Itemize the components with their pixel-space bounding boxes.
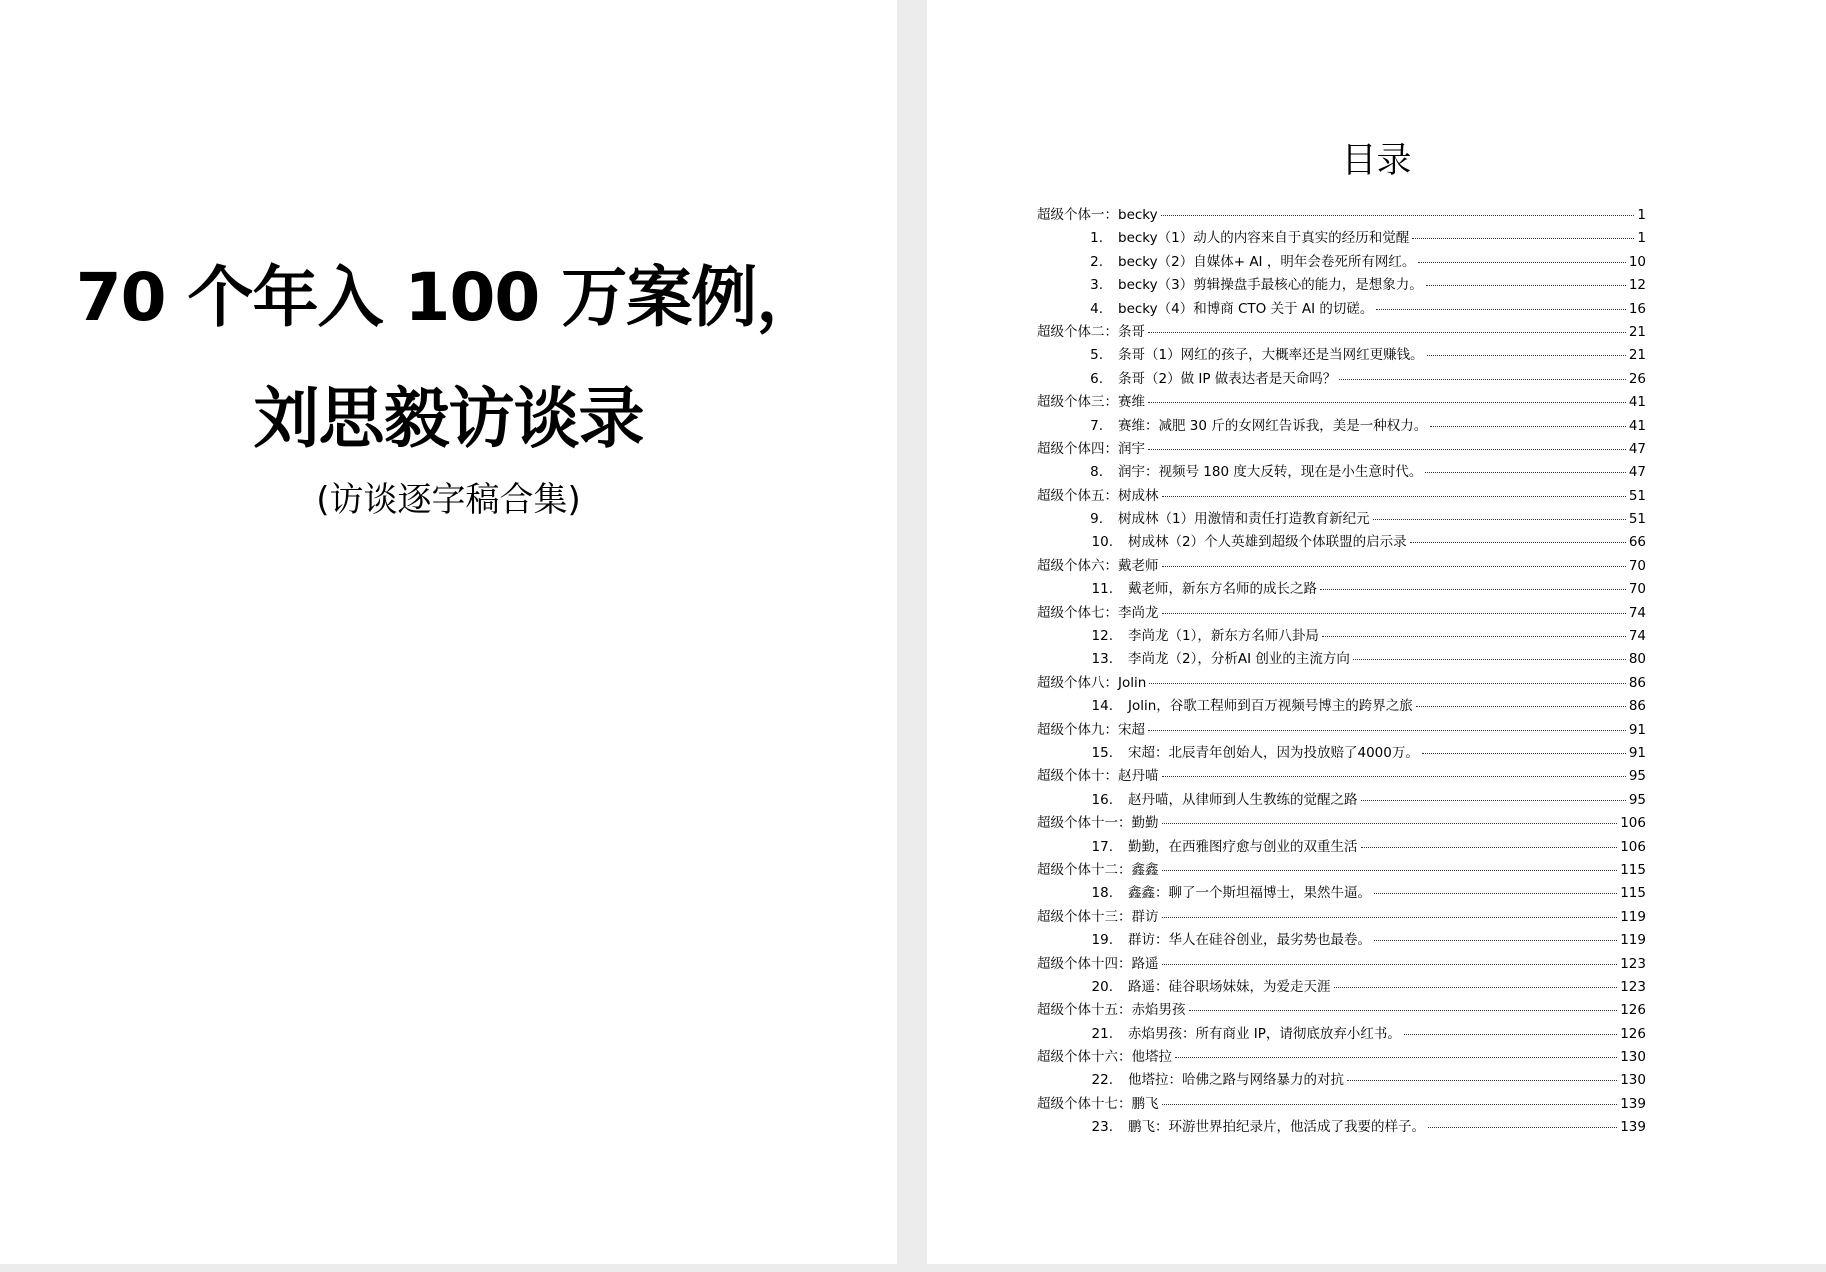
toc-chapter-entry[interactable] (1037, 1022, 1646, 1045)
toc-entry-number: 7. (1090, 417, 1103, 434)
toc-section-entry[interactable] (1037, 998, 1646, 1021)
toc-entry-title: 树成林（2）个人英雄到超级个体联盟的启示录 (1128, 534, 1407, 551)
toc-page-number: 126 (1620, 1002, 1646, 1019)
toc-entry-title: 超级个体十六：他塔拉 (1037, 1049, 1172, 1066)
toc-section-entry[interactable] (1037, 1092, 1646, 1115)
toc-entry-title: 鹏飞：环游世界拍纪录片，他活成了我要的样子。 (1128, 1119, 1425, 1136)
toc-entry-title: 勤勤，在西雅图疗愈与创业的双重生活 (1128, 838, 1358, 855)
toc-entry-title: Jolin，谷歌工程师到百万视频号博主的跨界之旅 (1128, 698, 1413, 715)
toc-page-number: 51 (1628, 511, 1646, 528)
toc-page-number: 12 (1628, 277, 1646, 294)
toc-entry-title: 超级个体十：赵丹喵 (1037, 768, 1159, 785)
toc-page-number: 95 (1628, 768, 1646, 785)
toc-chapter-entry[interactable] (1037, 741, 1646, 764)
toc-chapter-entry[interactable] (1037, 226, 1646, 249)
toc-section-entry[interactable] (1037, 718, 1646, 741)
toc-chapter-entry[interactable] (1037, 1068, 1646, 1091)
toc-page-number: 119 (1620, 908, 1646, 925)
toc-entry-number: 23. (1091, 1119, 1113, 1136)
toc-page-number: 115 (1620, 885, 1646, 902)
toc-entry-number: 9. (1090, 511, 1103, 528)
toc-chapter-entry[interactable] (1037, 297, 1646, 320)
toc-entry-title: 赵丹喵，从律师到人生教练的觉醒之路 (1128, 791, 1358, 808)
toc-section-entry[interactable] (1037, 764, 1646, 787)
toc-entry-title: 鑫鑫：聊了一个斯坦福博士，果然牛逼。 (1128, 885, 1371, 902)
toc-dot-leader (1374, 893, 1617, 894)
toc-entry-number: 4. (1090, 300, 1103, 317)
toc-section-entry[interactable] (1037, 858, 1646, 881)
toc-dot-leader (1339, 379, 1626, 380)
toc-chapter-entry[interactable] (1037, 250, 1646, 273)
cover-subtitle: (访谈逐字稿合集) (316, 480, 581, 520)
toc-dot-leader (1353, 659, 1626, 660)
toc-dot-leader (1361, 847, 1618, 848)
toc-entry-number: 8. (1090, 464, 1103, 481)
toc-heading: 目录 (1341, 141, 1412, 181)
toc-entry-number: 20. (1091, 978, 1113, 995)
toc-entry-title: 超级个体十三：群访 (1037, 908, 1159, 925)
toc-page-number: 1 (1637, 207, 1646, 223)
toc-dot-leader (1347, 1080, 1617, 1081)
toc-dot-leader (1361, 800, 1626, 801)
toc-section-entry[interactable] (1037, 554, 1646, 577)
toc-entry-title: 超级个体十一：勤勤 (1037, 815, 1159, 832)
toc-dot-leader (1404, 1034, 1617, 1035)
toc-dot-leader (1162, 964, 1618, 965)
toc-entry-title: 李尚龙（1），新东方名师八卦局 (1128, 628, 1319, 645)
toc-entry-number: 13. (1091, 651, 1113, 668)
toc-section-entry[interactable] (1037, 484, 1646, 507)
toc-dot-leader (1162, 1104, 1618, 1105)
toc-entry-title: 超级个体六：戴老师 (1037, 557, 1159, 574)
toc-entry-number: 3. (1090, 277, 1103, 294)
toc-dot-leader (1428, 1127, 1617, 1128)
toc-page-number: 139 (1620, 1095, 1646, 1112)
toc-page-number: 41 (1628, 417, 1646, 434)
toc-entry-number: 5. (1090, 347, 1103, 364)
toc-page-number: 66 (1628, 534, 1646, 551)
toc-dot-leader (1334, 987, 1618, 988)
toc-dot-leader (1427, 355, 1626, 356)
toc-entry-number: 21. (1091, 1025, 1113, 1042)
toc-dot-leader (1426, 285, 1626, 286)
toc-dot-leader (1162, 613, 1626, 614)
toc-entry-title: 超级个体三：赛维 (1037, 394, 1145, 411)
toc-entry-title: 润宇：视频号 180 度大反转，现在是小生意时代。 (1118, 464, 1423, 481)
toc-entry-title: 赛维：减肥 30 斤的女网红告诉我，美是一种权力。 (1118, 417, 1428, 434)
toc-page-number: 86 (1628, 674, 1646, 691)
toc-page-number: 106 (1620, 815, 1646, 832)
toc-page-number: 47 (1628, 440, 1646, 457)
toc-chapter-entry[interactable] (1037, 1115, 1646, 1138)
toc-page-number: 21 (1628, 347, 1646, 364)
toc-chapter-entry[interactable] (1037, 507, 1646, 530)
toc-section-entry[interactable] (1037, 390, 1646, 413)
toc-dot-leader (1418, 262, 1625, 263)
toc-entry-title: 超级个体五：树成林 (1037, 487, 1159, 504)
toc-entry-number: 17. (1091, 838, 1113, 855)
toc-chapter-entry[interactable] (1037, 694, 1646, 717)
toc-section-entry[interactable] (1037, 952, 1646, 975)
toc-page-number: 91 (1628, 721, 1646, 738)
toc-entry-title: 群访：华人在硅谷创业，最劣势也最卷。 (1128, 932, 1371, 949)
toc-chapter-entry[interactable] (1037, 975, 1646, 998)
toc-page-number: 41 (1628, 394, 1646, 411)
toc-section-entry[interactable] (1037, 905, 1646, 928)
toc-dot-leader (1162, 776, 1626, 777)
toc-entry-number: 15. (1091, 744, 1113, 761)
toc-dot-leader (1162, 870, 1618, 871)
toc-entry-title: 条哥（1）网红的孩子，大概率还是当网红更赚钱。 (1118, 347, 1424, 364)
toc-page-number: 115 (1620, 861, 1646, 878)
toc-entry-number: 22. (1091, 1072, 1113, 1089)
toc-chapter-entry[interactable] (1037, 835, 1646, 858)
toc-entry-number: 1. (1090, 230, 1103, 247)
toc-chapter-entry[interactable] (1037, 881, 1646, 904)
toc-page-number: 80 (1628, 651, 1646, 668)
cover-title-line-2: 刘思毅访谈录 (253, 380, 644, 457)
toc-chapter-entry[interactable] (1037, 414, 1646, 437)
toc-entry-title: becky（3）剪辑操盘手最核心的能力，是想象力。 (1118, 277, 1423, 294)
toc-entry-number: 6. (1090, 370, 1103, 387)
toc-page-number: 86 (1628, 698, 1646, 715)
toc-page-number: 51 (1628, 487, 1646, 504)
toc-page-number: 119 (1620, 932, 1646, 949)
toc-page-number: 47 (1628, 464, 1646, 481)
toc-dot-leader (1148, 730, 1626, 731)
toc-page-number: 126 (1620, 1025, 1646, 1042)
toc-entry-title: 戴老师，新东方名师的成长之路 (1128, 581, 1317, 598)
cover-page (0, 0, 897, 1264)
toc-section-entry[interactable] (1037, 320, 1646, 343)
toc-page-number: 70 (1628, 557, 1646, 574)
toc-chapter-entry[interactable] (1037, 928, 1646, 951)
toc-chapter-entry[interactable] (1037, 343, 1646, 366)
toc-entry-title: becky（2）自媒体+ AI ，明年会卷死所有网红。 (1118, 253, 1416, 270)
toc-entry-title: becky（4）和博商 CTO 关于 AI 的切磋。 (1118, 300, 1374, 317)
toc-entry-number: 19. (1091, 932, 1113, 949)
toc-dot-leader (1162, 496, 1626, 497)
toc-entry-number: 18. (1091, 885, 1113, 902)
toc-page-number: 106 (1620, 838, 1646, 855)
toc-dot-leader (1149, 683, 1626, 684)
toc-entry-title: 宋超：北辰青年创始人，因为投放赔了4000万。 (1128, 744, 1419, 761)
toc-dot-leader (1148, 332, 1626, 333)
toc-entry-number: 2. (1090, 253, 1103, 270)
toc-section-entry[interactable] (1037, 437, 1646, 460)
toc-chapter-entry[interactable] (1037, 647, 1646, 670)
toc-dot-leader (1373, 519, 1626, 520)
toc-dot-leader (1162, 823, 1618, 824)
toc-page-number: 70 (1628, 581, 1646, 598)
toc-entry-title: 超级个体四：润宇 (1037, 440, 1145, 457)
toc-entry-number: 11. (1091, 581, 1113, 598)
toc-entry-title: becky（1）动人的内容来自于真实的经历和觉醒 (1118, 230, 1410, 247)
toc-dot-leader (1162, 566, 1626, 567)
toc-chapter-entry[interactable] (1037, 530, 1646, 553)
toc-page-number: 95 (1628, 791, 1646, 808)
toc-chapter-entry[interactable] (1037, 788, 1646, 811)
toc-dot-leader (1430, 426, 1626, 427)
toc-dot-leader (1322, 636, 1626, 637)
toc-page-number: 74 (1628, 604, 1646, 621)
toc-dot-leader (1416, 706, 1626, 707)
toc-section-entry[interactable] (1037, 1045, 1646, 1068)
toc-entry-number: 12. (1091, 628, 1113, 645)
toc-entry-number: 16. (1091, 791, 1113, 808)
toc-chapter-entry[interactable] (1037, 273, 1646, 296)
toc-page-number: 130 (1620, 1072, 1646, 1089)
toc-page-number: 10 (1628, 253, 1646, 270)
toc-dot-leader (1148, 402, 1626, 403)
toc-page-number: 1 (1637, 230, 1646, 247)
toc-entry-title: 树成林（1）用激情和责任打造教育新纪元 (1118, 511, 1370, 528)
toc-entry-title: 李尚龙（2），分析AI 创业的主流方向 (1128, 651, 1350, 668)
toc-entry-title: 超级个体十二：鑫鑫 (1037, 861, 1159, 878)
toc-entry-title: 超级个体一：becky (1037, 207, 1158, 223)
toc-dot-leader (1410, 542, 1626, 543)
toc-page (927, 0, 1826, 1264)
toc-dot-leader (1175, 1057, 1617, 1058)
toc-entry-title: 超级个体七：李尚龙 (1037, 604, 1159, 621)
toc-dot-leader (1162, 917, 1618, 918)
toc-chapter-entry[interactable] (1037, 624, 1646, 647)
toc-page-number: 123 (1620, 978, 1646, 995)
toc-page-number: 130 (1620, 1049, 1646, 1066)
toc-dot-leader (1320, 589, 1626, 590)
toc-dot-leader (1148, 449, 1626, 450)
toc-entry-title: 他塔拉：哈佛之路与网络暴力的对抗 (1128, 1072, 1344, 1089)
toc-page-number: 123 (1620, 955, 1646, 972)
toc-entry-title: 超级个体八：Jolin (1037, 674, 1147, 691)
toc-dot-leader (1422, 753, 1626, 754)
toc-dot-leader (1425, 472, 1625, 473)
toc-entry-title: 路遥：硅谷职场妹妹，为爱走天涯 (1128, 978, 1331, 995)
toc-chapter-entry[interactable] (1037, 367, 1646, 390)
toc-page-number: 16 (1628, 300, 1646, 317)
toc-chapter-entry[interactable] (1037, 577, 1646, 600)
toc-list (1037, 203, 1646, 1139)
toc-entry-title: 超级个体二：条哥 (1037, 323, 1145, 340)
toc-entry-title: 超级个体十五：赤焰男孩 (1037, 1002, 1186, 1019)
toc-dot-leader (1374, 940, 1617, 941)
toc-entry-title: 赤焰男孩：所有商业 IP，请彻底放弃小红书。 (1128, 1025, 1401, 1042)
toc-entry-title: 超级个体九：宋超 (1037, 721, 1145, 738)
cover-title-line-1: 70 个年入 100 万案例， (75, 259, 822, 336)
toc-section-entry[interactable] (1037, 671, 1646, 694)
toc-dot-leader (1376, 309, 1625, 310)
toc-section-entry[interactable] (1037, 203, 1646, 226)
toc-section-entry[interactable] (1037, 601, 1646, 624)
toc-entry-number: 10. (1091, 534, 1113, 551)
toc-entry-title: 条哥（2）做 IP 做表达者是天命吗？ (1118, 370, 1337, 387)
toc-page-number: 74 (1628, 628, 1646, 645)
toc-page-number: 91 (1628, 744, 1646, 761)
toc-entry-number: 14. (1091, 698, 1113, 715)
toc-page-number: 139 (1620, 1119, 1646, 1136)
toc-section-entry[interactable] (1037, 811, 1646, 834)
toc-entry-title: 超级个体十四：路遥 (1037, 955, 1159, 972)
toc-chapter-entry[interactable] (1037, 460, 1646, 483)
toc-entry-title: 超级个体十七：鹏飞 (1037, 1095, 1159, 1112)
toc-dot-leader (1161, 215, 1635, 216)
toc-page-number: 21 (1628, 323, 1646, 340)
toc-dot-leader (1189, 1010, 1618, 1011)
toc-page-number: 26 (1628, 370, 1646, 387)
toc-dot-leader (1412, 238, 1634, 239)
